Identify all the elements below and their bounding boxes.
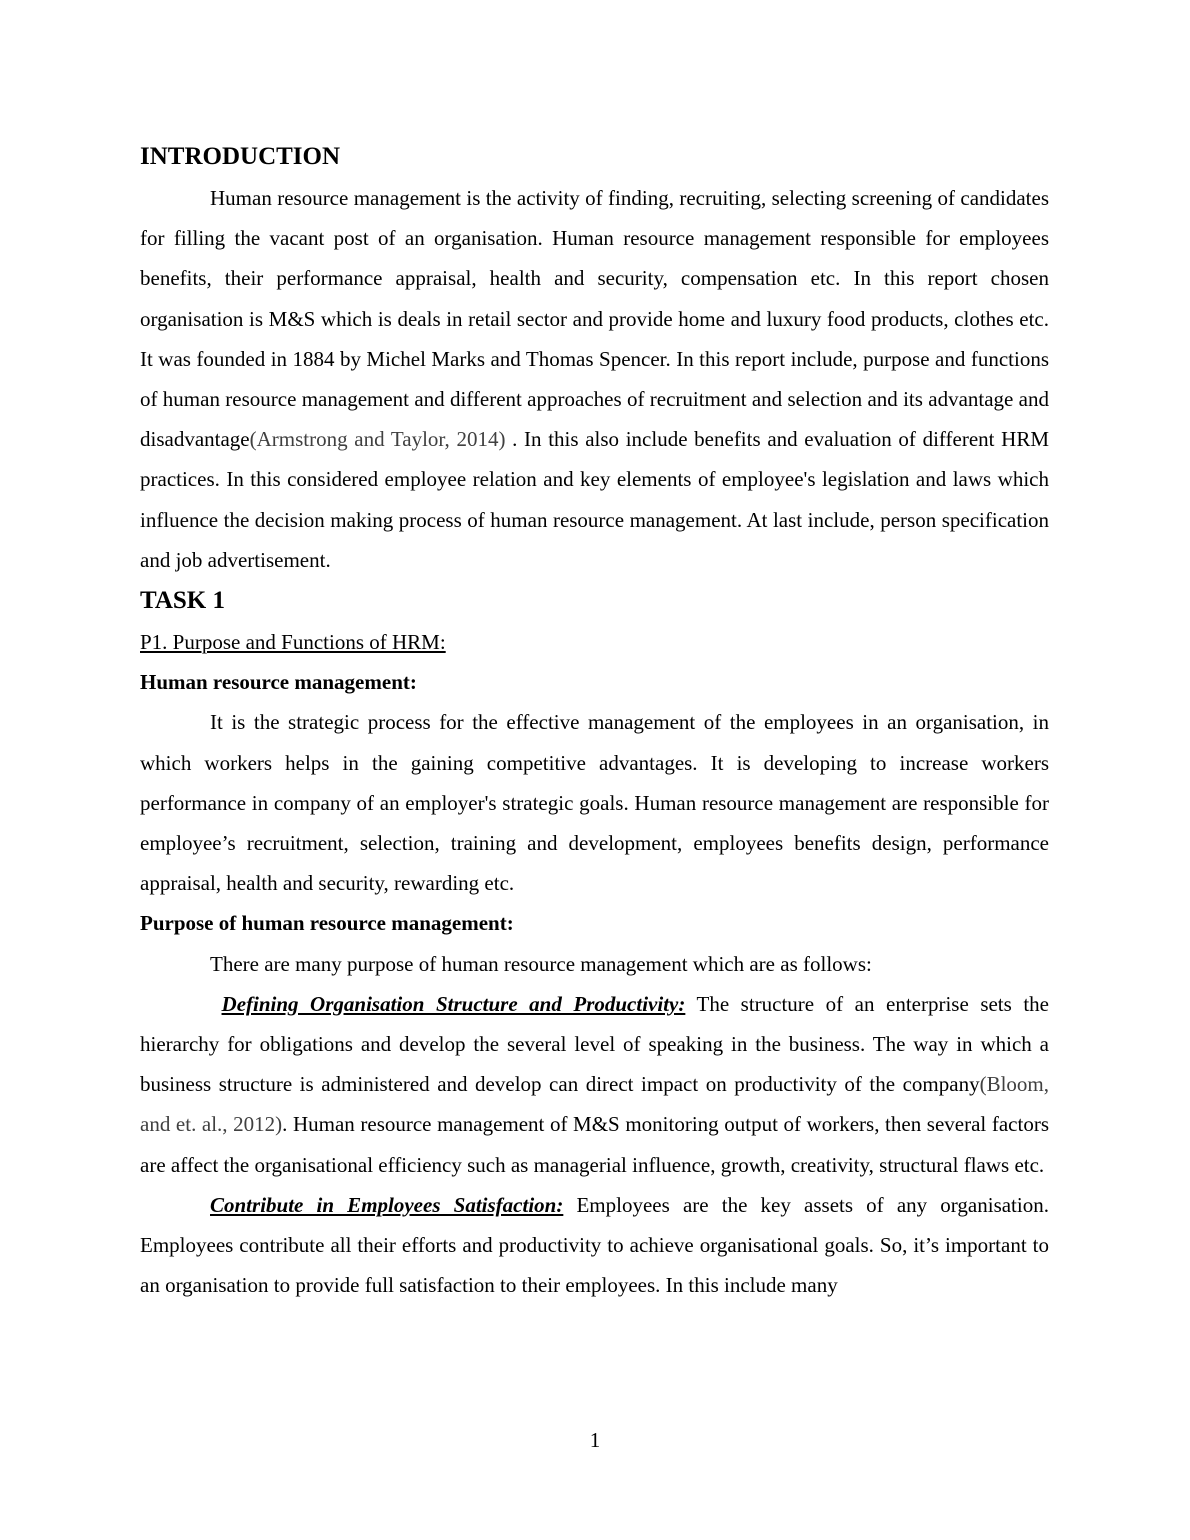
p1-subheading — [140, 622, 1049, 662]
purpose-item-satisfaction-title: Contribute in Employees Satisfaction: — [210, 1192, 564, 1217]
citation-armstrong-taylor: (Armstrong and Taylor, 2014) — [249, 427, 506, 452]
hrm-paragraph: It is the strategic process for the effective management of the employees in an organisation, in which workers helps in the gaining competitive advantages. It is developing to increase workers performance in company of an employer's strategic goals. Human resource management are responsible for employee’s recruitment, selection, training and development, employees benefits design, performance appraisal, health and security, rewarding etc. — [140, 710, 1049, 896]
purpose-item-structure-text-2: . Human resource management of M&S monitoring output of workers, then several factors are affect the organisational efficiency such as managerial influence, growth, creativity, structural flaws etc. — [140, 1112, 1049, 1177]
p1-subheading-text: P1. Purpose and Functions of HRM: — [140, 630, 446, 655]
introduction-text-part-2: . In this also include benefits and evaluation of different HRM practices. In this considered employee relation and key elements of employee's legislation and laws which influence the decision making process of human resource management. At last include, person specification and job advertisement. — [140, 427, 1050, 572]
introduction-paragraph — [140, 178, 1049, 580]
hrm-heading: Human resource management: — [140, 670, 417, 695]
purpose-item-structure — [140, 984, 1049, 1185]
citation-bloom: (Bloom, and et. al., 2012) — [140, 1072, 1049, 1137]
purpose-item-structure-text-1: The structure of an enterprise sets the hierarchy for obligations and develop the several level of speaking in the business. The way in which a business structure is administered and develop can direct impact on productivity of the company — [140, 991, 1049, 1097]
purpose-item-satisfaction — [140, 1185, 1049, 1306]
page-number: 1 — [589, 1428, 601, 1452]
purpose-intro: There are many purpose of human resource management which are as follows: — [210, 951, 872, 976]
introduction-heading: INTRODUCTION — [140, 143, 341, 170]
page-content — [140, 138, 1049, 1305]
purpose-item-satisfaction-text: Employees are the key assets of any organisation. Employees contribute all their efforts and productivity to achieve organisational goals. So, it’s important to an organisation to provide full satisfaction to their employees. In this include many — [140, 1192, 1049, 1298]
purpose-item-structure-title: Defining Organisation Structure and Productivity: — [221, 991, 686, 1016]
task-1-heading: TASK 1 — [140, 587, 225, 615]
introduction-text-part-1: Human resource management is the activity of finding, recruiting, selecting screening of candidates for filling the vacant post of an organisation. Human resource management responsible for employees benefits, their performance appraisal, health and security, compensation etc. In this report chosen organisation is M&S which is deals in retail sector and provide home and luxury food products, clothes etc. It was founded in 1884 by Michel Marks and Thomas Spencer. In this report include, purpose and functions of human resource management and different approaches of recruitment and selection and its advantage and disadvantage — [140, 186, 1049, 452]
purpose-heading: Purpose of human resource management: — [140, 911, 514, 936]
